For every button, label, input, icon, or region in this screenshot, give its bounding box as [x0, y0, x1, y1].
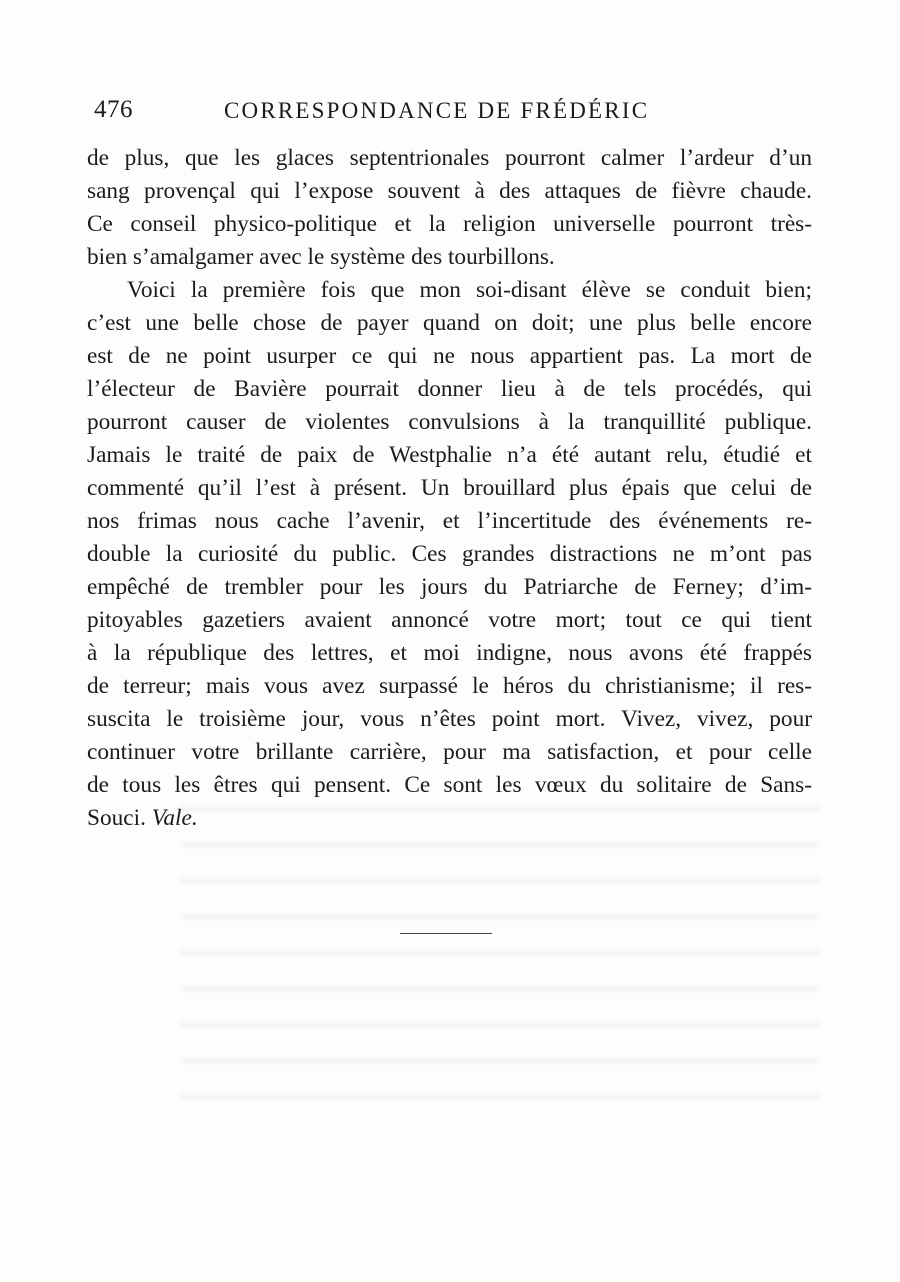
text-line: de tous les êtres qui pensent. Ce sont les vœux du solitaire de Sans-: [87, 772, 812, 798]
text-line: suscita le troisième jour, vous n’êtes point mort. Vivez, vivez, pour: [87, 706, 812, 732]
text-line: continuer votre brillante carrière, pour ma satisfaction, et pour celle: [87, 739, 812, 765]
text-line: Ce conseil physico-politique et la religion universelle pourront très-: [87, 211, 812, 237]
end-rule: [400, 933, 492, 934]
text-line: bien s’amalgamer avec le système des tourbillons.: [87, 244, 555, 270]
text-line: de terreur; mais vous avez surpassé le héros du christianisme; il res-: [87, 673, 812, 699]
text-line: double la curiosité du public. Ces grandes distractions ne m’ont pas: [87, 541, 812, 567]
running-title: CORRESPONDANCE DE FRÉDÉRIC: [224, 98, 650, 123]
text-line: c’est une belle chose de payer quand on doit; une plus belle encore: [87, 310, 812, 336]
text-line: nos frimas nous cache l’avenir, et l’incertitude des événements re-: [87, 508, 812, 534]
text-line: sang provençal qui l’expose souvent à des attaques de fièvre chaude.: [87, 178, 812, 204]
text-line: Voici la première fois que mon soi-disant élève se conduit bien;: [127, 277, 812, 303]
text-line: à la république des lettres, et moi indigne, nous avons été frappés: [87, 640, 812, 666]
letter-body: [87, 142, 812, 835]
text-line: pitoyables gazetiers avaient annoncé votre mort; tout ce qui tient: [87, 607, 812, 633]
text-line: de plus, que les glaces septentrionales pourront calmer l’ardeur d’un: [87, 145, 812, 171]
running-head: [94, 96, 814, 132]
valediction: Vale.: [151, 805, 198, 831]
text-line: pourront causer de violentes convulsions à la tranquillité publique.: [87, 409, 812, 435]
text-line: empêché de trembler pour les jours du Patriarche de Ferney; d’im-: [87, 574, 812, 600]
page-number: 476: [94, 96, 133, 123]
show-through-shadow: [180, 790, 820, 1110]
text-line: commenté qu’il l’est à présent. Un brouillard plus épais que celui de: [87, 475, 812, 501]
final-line-text: Souci.: [87, 805, 152, 831]
text-line: l’électeur de Bavière pourrait donner lieu à de tels procédés, qui: [87, 376, 812, 402]
text-line: Jamais le traité de paix de Westphalie n’a été autant relu, étudié et: [87, 442, 812, 468]
text-line: est de ne point usurper ce qui ne nous appartient pas. La mort de: [87, 343, 812, 369]
